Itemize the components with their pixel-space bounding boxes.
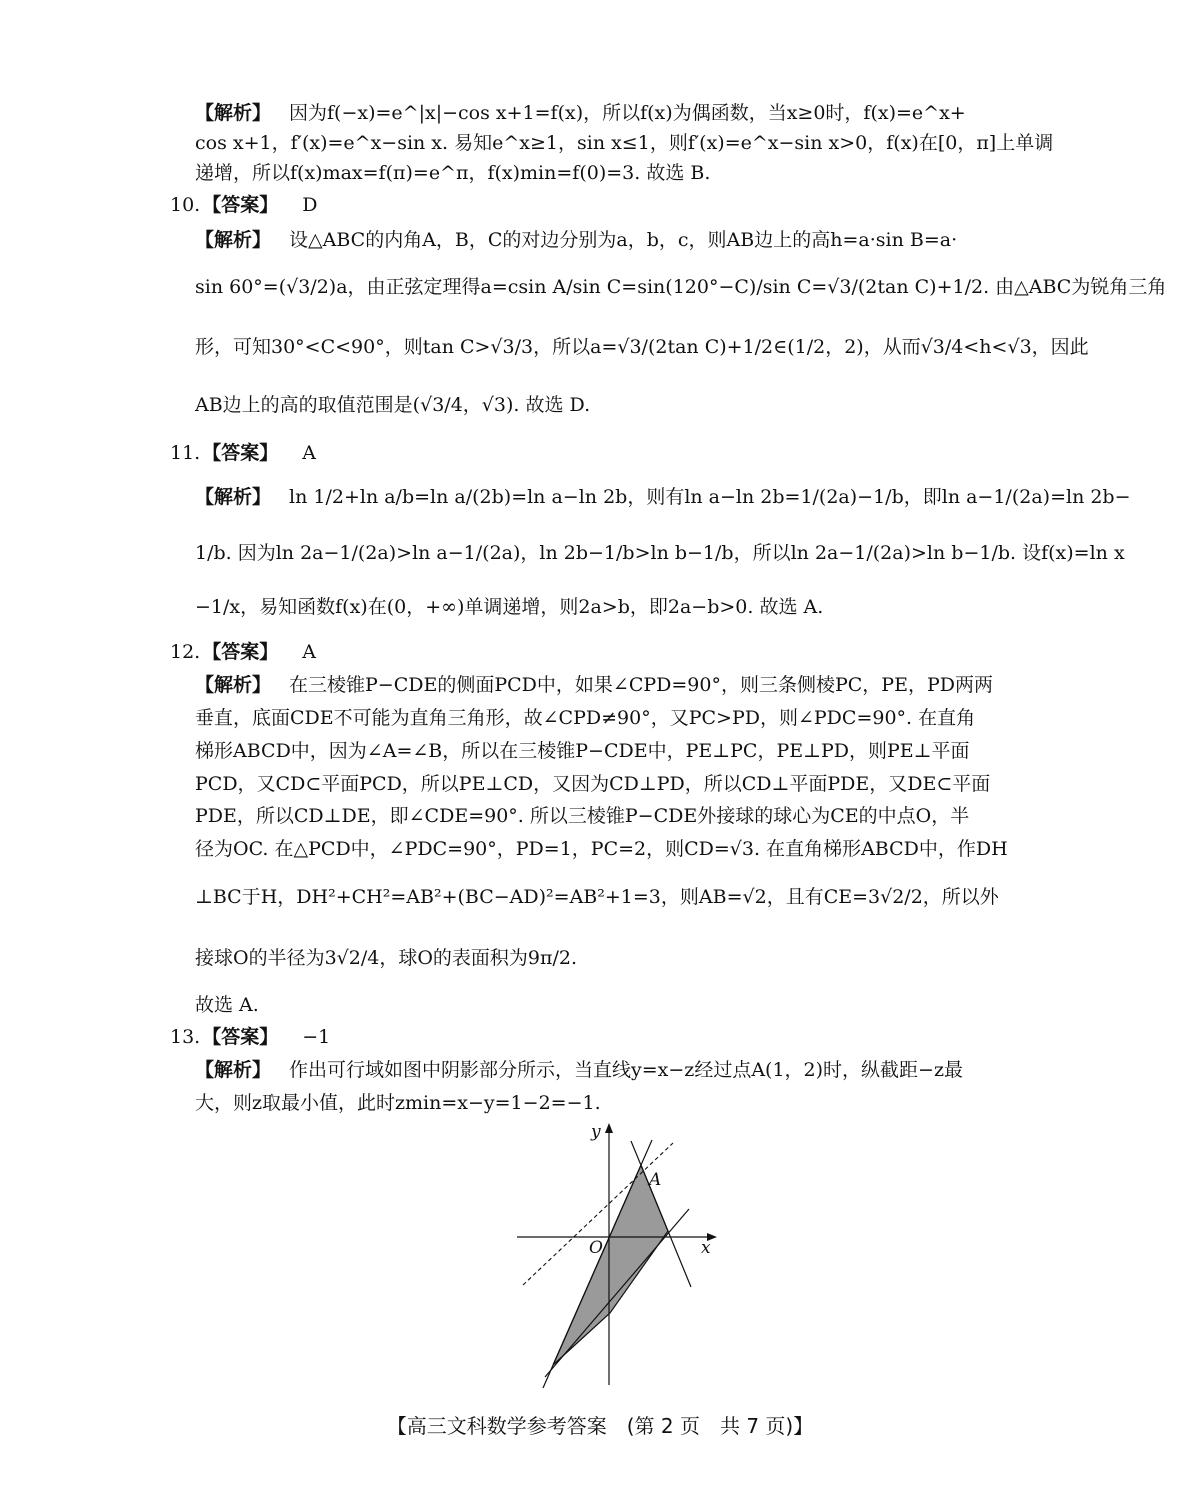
q12-line-7: ⊥BC于H，DH²+CH²=AB²+(BC−AD)²=AB²+1=3，则AB=√2，且有CE=3√2/2，所以外: [195, 886, 999, 908]
answer-value: D: [302, 194, 318, 216]
q12-line-8: 接球O的半径为3√2/4，球O的表面积为9π/2.: [195, 947, 578, 969]
answer-label: 【答案】: [202, 641, 279, 663]
q12-line-1: 【解析】 在三棱锥P−CDE的侧面PCD中，如果∠CPD=90°，则三条侧棱PC，PE，PD两两: [195, 674, 993, 696]
origin-label: O: [589, 1238, 603, 1258]
q11-answer-row: [170, 438, 316, 468]
answer-value: A: [302, 641, 316, 663]
q9-line-3: 递增，所以f(x)max=f(π)=e^π，f(x)min=f(0)=3. 故选 B.: [195, 162, 711, 184]
analysis-label: 【解析】: [195, 102, 272, 124]
analysis-label: 【解析】: [195, 229, 272, 251]
q12-line-5: PDE，所以CD⊥DE，即∠CDE=90°. 所以三棱锥P−CDE外接球的球心为CE的中点O，半: [195, 805, 970, 827]
feasible-region-figure: [505, 1115, 735, 1390]
answer-value: −1: [302, 1026, 331, 1048]
q12-line-3: 梯形ABCD中，因为∠A=∠B，所以在三棱锥P−CDE中，PE⊥PC，PE⊥PD，则PE⊥平面: [195, 740, 970, 762]
q10-line-4: AB边上的高的取值范围是(√3/4，√3). 故选 D.: [195, 394, 591, 416]
q11-line-1: 【解析】 ln 1/2+ln a/b=ln a/(2b)=ln a−ln 2b，则有ln a−ln 2b=1/(2a)−1/b，即ln a−1/(2a)=ln 2b−: [195, 486, 1131, 508]
q10-line-1: 【解析】 设△ABC的内角A，B，C的对边分别为a，b，c，则AB边上的高h=a·sin B=a·: [195, 229, 958, 251]
point-a-label: A: [649, 1170, 662, 1190]
question-number: 10.: [170, 194, 201, 216]
q9-line-1: 【解析】 因为f(−x)=e^|x|−cos x+1=f(x)，所以f(x)为偶函数，当x≥0时，f(x)=e^x+: [195, 102, 966, 124]
x-axis-label: x: [701, 1238, 711, 1258]
q10-line-3: 形，可知30°<C<90°，则tan C>√3/3，所以a=√3/(2tan C)+1/2∈(1/2，2)，从而√3/4<h<√3，因此: [195, 336, 1089, 358]
question-number: 13.: [170, 1026, 201, 1048]
q13-answer-row: [170, 1022, 330, 1052]
shaded-region: [553, 1165, 668, 1365]
q9-line-2: cos x+1，f′(x)=e^x−sin x. 易知e^x≥1，sin x≤1，则f′(x)=e^x−sin x>0，f(x)在[0，π]上单调: [195, 132, 1054, 154]
y-axis-label: y: [591, 1122, 601, 1142]
q12-line-9: 故选 A.: [195, 994, 259, 1016]
q12-answer-row: [170, 637, 316, 667]
answer-label: 【答案】: [202, 1026, 279, 1048]
q10-answer-row: [170, 190, 317, 220]
q12-line-2: 垂直，底面CDE不可能为直角三角形，故∠CPD≠90°，又PC>PD，则∠PDC=90°. 在直角: [195, 707, 976, 729]
analysis-label: 【解析】: [195, 674, 272, 696]
y-axis-arrow: [605, 1123, 613, 1133]
question-number: 12.: [170, 641, 201, 663]
answer-label: 【答案】: [202, 442, 279, 464]
answer-value: A: [302, 442, 316, 464]
q12-line-6: 径为OC. 在△PCD中，∠PDC=90°，PD=1，PC=2，则CD=√3. 在直角梯形ABCD中，作DH: [195, 838, 1008, 860]
q13-line-2: 大，则z取最小值，此时zmin=x−y=1−2=−1.: [195, 1092, 601, 1114]
q11-line-2: 1/b. 因为ln 2a−1/(2a)>ln a−1/(2a)，ln 2b−1/b>ln b−1/b，所以ln 2a−1/(2a)>ln b−1/b. 设f(x)=ln x: [195, 542, 1125, 564]
q12-line-4: PCD，又CD⊂平面PCD，所以PE⊥CD，又因为CD⊥PD，所以CD⊥平面PDE，又DE⊂平面: [195, 773, 991, 795]
page-footer: 【高三文科数学参考答案 (第 2 页 共 7 页)】: [386, 1414, 814, 1438]
question-number: 11.: [170, 442, 201, 464]
answer-label: 【答案】: [202, 194, 279, 216]
q13-line-1: 【解析】 作出可行域如图中阴影部分所示，当直线y=x−z经过点A(1，2)时，纵截距−z最: [195, 1059, 963, 1081]
q10-line-2: sin 60°=(√3/2)a，由正弦定理得a=csin A/sin C=sin(120°−C)/sin C=√3/(2tan C)+1/2. 由△ABC为锐角三角: [195, 276, 1167, 298]
analysis-label: 【解析】: [195, 1059, 272, 1081]
q11-line-3: −1/x，易知函数f(x)在(0，+∞)单调递增，则2a>b，即2a−b>0. 故选 A.: [195, 596, 824, 618]
analysis-label: 【解析】: [195, 486, 272, 508]
